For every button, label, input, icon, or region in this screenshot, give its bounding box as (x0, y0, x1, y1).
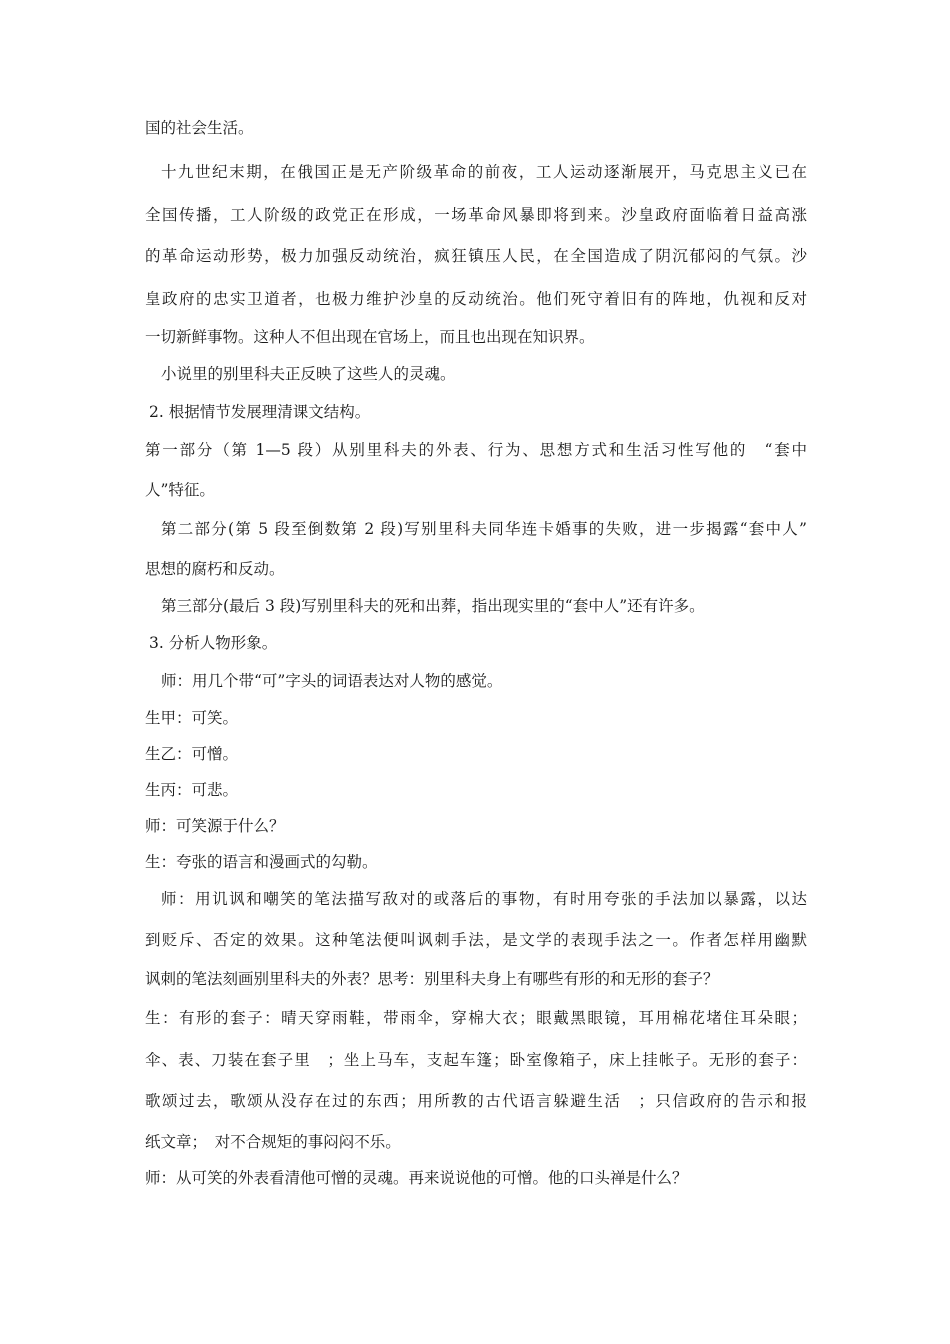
dialogue-line: 师：从可笑的外表看清他可憎的灵魂。再来说说他的可憎。他的口头禅是什么？ (145, 1169, 688, 1187)
text-line: 第二部分(第 5 段至倒数第 2 段)写别里科夫同华连卡婚事的失败，进一步揭露“套中人” (161, 520, 807, 538)
dialogue-line: 生：有形的套子：晴天穿雨鞋，带雨伞，穿棉大衣；眼戴黑眼镜，耳用棉花堵住耳朵眼； (145, 1009, 807, 1027)
section-heading: 3. 分析人物形象。 (149, 634, 278, 652)
dialogue-line: 师：可笑源于什么？ (145, 817, 285, 835)
dialogue-line: 生：夸张的语言和漫画式的勾勒。 (145, 853, 378, 871)
text-line: 皇政府的忠实卫道者，也极力维护沙皇的反动统治。他们死守着旧有的阵地，仇视和反对 (145, 290, 807, 308)
text-line: 国的社会生活。 (145, 119, 254, 137)
text-line: 讽刺的笔法刻画别里科夫的外表？思考：别里科夫身上有哪些有形的和无形的套子？ (145, 970, 719, 988)
text-line: 第一部分（第 1—5 段）从别里科夫的外表、行为、思想方式和生活习性写他的 “套中 (145, 441, 807, 459)
text-line: 伞、表、刀装在套子里 ；坐上马车，支起车篷；卧室像箱子，床上挂帐子。无形的套子： (145, 1051, 807, 1069)
dialogue-line: 生丙：可悲。 (145, 781, 239, 799)
text-line: 人”特征。 (145, 481, 215, 499)
text-line: 第三部分(最后 3 段)写别里科夫的死和出葬，指出现实里的“套中人”还有许多。 (161, 597, 705, 615)
text-line: 全国传播，工人阶级的政党正在形成，一场革命风暴即将到来。沙皇政府面临着日益高涨 (145, 206, 807, 224)
text-line: 的革命运动形势，极力加强反动统治，疯狂镇压人民，在全国造成了阴沉郁闷的气氛。沙 (145, 247, 807, 265)
dialogue-line: 师：用几个带“可”字头的词语表达对人物的感觉。 (161, 672, 503, 690)
dialogue-line: 生乙：可憎。 (145, 745, 239, 763)
text-line: 歌颂过去，歌颂从没存在过的东西；用所教的古代语言躲避生活 ；只信政府的告示和报 (145, 1092, 807, 1110)
text-line: 一切新鲜事物。这种人不但出现在官场上，而且也出现在知识界。 (145, 328, 595, 346)
dialogue-line: 生甲：可笑。 (145, 709, 239, 727)
text-line: 思想的腐朽和反动。 (145, 560, 285, 578)
text-line: 十九世纪末期，在俄国正是无产阶级革命的前夜，工人运动逐渐展开，马克思主义已在 (161, 163, 807, 181)
text-line: 纸文章； 对不合规矩的事闷闷不乐。 (145, 1133, 401, 1151)
section-heading: 2. 根据情节发展理清课文结构。 (149, 403, 371, 421)
text-line: 小说里的别里科夫正反映了这些人的灵魂。 (161, 365, 456, 383)
dialogue-line: 师：用讥讽和嘲笑的笔法描写敌对的或落后的事物，有时用夸张的手法加以暴露，以达 (161, 890, 807, 908)
text-line: 到贬斥、否定的效果。这种笔法便叫讽刺手法，是文学的表现手法之一。作者怎样用幽默 (145, 931, 807, 949)
